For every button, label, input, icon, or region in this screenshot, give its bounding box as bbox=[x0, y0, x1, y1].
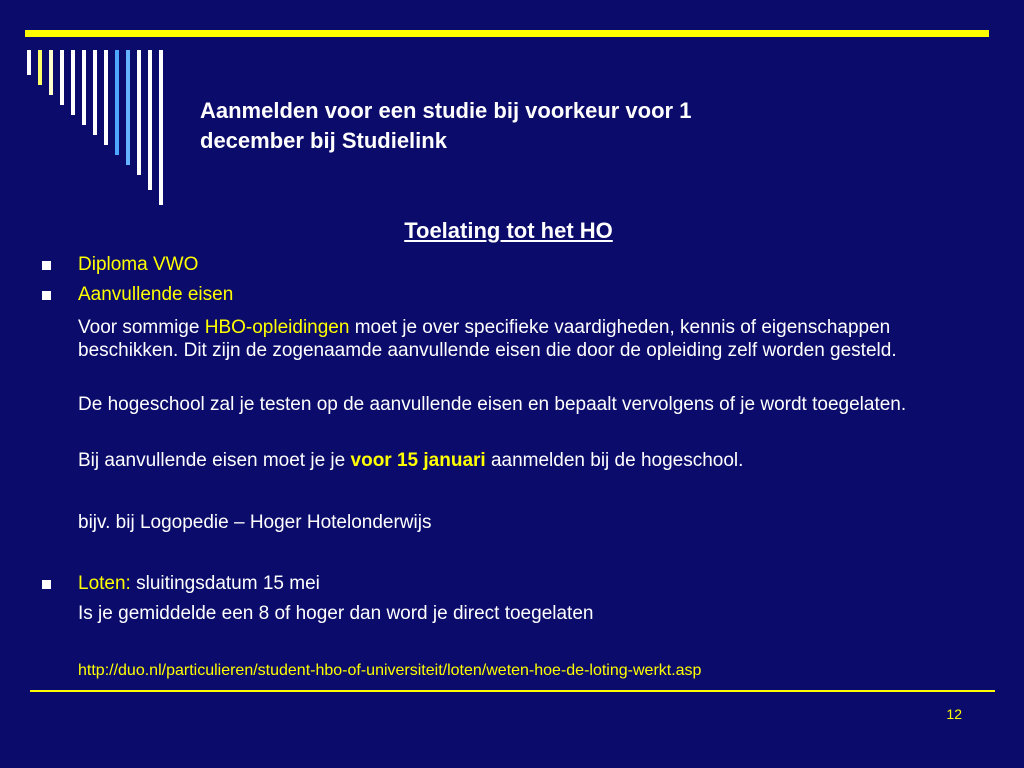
stripe bbox=[137, 50, 141, 175]
stripe bbox=[93, 50, 97, 135]
paragraph-text: Voor sommige bbox=[78, 317, 205, 338]
bullet-square-icon bbox=[42, 291, 51, 300]
stripe bbox=[60, 50, 64, 105]
stripe bbox=[71, 50, 75, 115]
duo-link[interactable]: http://duo.nl/particulieren/student-hbo-of-universiteit/loten/weten-hoe-de-loting-werkt.asp bbox=[78, 662, 702, 679]
stripe bbox=[159, 50, 163, 205]
example-text: bijv. bij Logopedie – Hoger Hotelonderwijs bbox=[78, 512, 432, 533]
bottom-divider bbox=[30, 690, 995, 692]
page-number: 12 bbox=[946, 706, 962, 722]
stripe bbox=[104, 50, 108, 145]
hbo-opleidingen-highlight: HBO-opleidingen bbox=[204, 317, 350, 338]
paragraph-deadline bbox=[78, 449, 978, 472]
bullet-square-icon bbox=[42, 580, 51, 589]
paragraph-text: aanmelden bij de hogeschool. bbox=[485, 450, 744, 471]
bullet-diploma: Diploma VWO bbox=[78, 254, 199, 275]
bullet-aanvullende-eisen: Aanvullende eisen bbox=[78, 284, 234, 305]
loten-text: sluitingsdatum 15 mei bbox=[130, 573, 320, 594]
deadline-highlight: voor 15 januari bbox=[350, 450, 486, 471]
loten-label: Loten: bbox=[78, 573, 131, 594]
stripe bbox=[49, 50, 53, 95]
stripe bbox=[115, 50, 119, 155]
top-accent-line bbox=[25, 30, 989, 37]
stripe bbox=[27, 50, 31, 75]
paragraph-testen: De hogeschool zal je testen op de aanvullende eisen en bepaalt vervolgens of je wordt toegelaten. bbox=[78, 394, 907, 415]
paragraph-text: Bij aanvullende eisen moet je je bbox=[78, 450, 351, 471]
stripe bbox=[126, 50, 130, 165]
paragraph-hbo bbox=[78, 316, 978, 362]
paragraph-text: moet je over specifieke vaardigheden, kennis of eigenschappen beschikken. Dit zijn de zogenaamde aanvullende eisen die door de opleiding zelf worden gesteld. bbox=[78, 317, 897, 361]
stripe bbox=[38, 50, 42, 85]
slide-title-line2: december bij Studielink bbox=[200, 128, 447, 153]
slide-title-line1: Aanmelden voor een studie bij voorkeur voor 1 bbox=[200, 98, 692, 123]
slide-title bbox=[200, 96, 900, 156]
paragraph-gemiddelde: Is je gemiddelde een 8 of hoger dan word je direct toegelaten bbox=[78, 603, 594, 624]
bullet-square-icon bbox=[42, 261, 51, 270]
bullet-loten bbox=[78, 572, 320, 595]
stripe bbox=[82, 50, 86, 125]
section-title: Toelating tot het HO bbox=[404, 218, 613, 243]
stripe bbox=[148, 50, 152, 190]
